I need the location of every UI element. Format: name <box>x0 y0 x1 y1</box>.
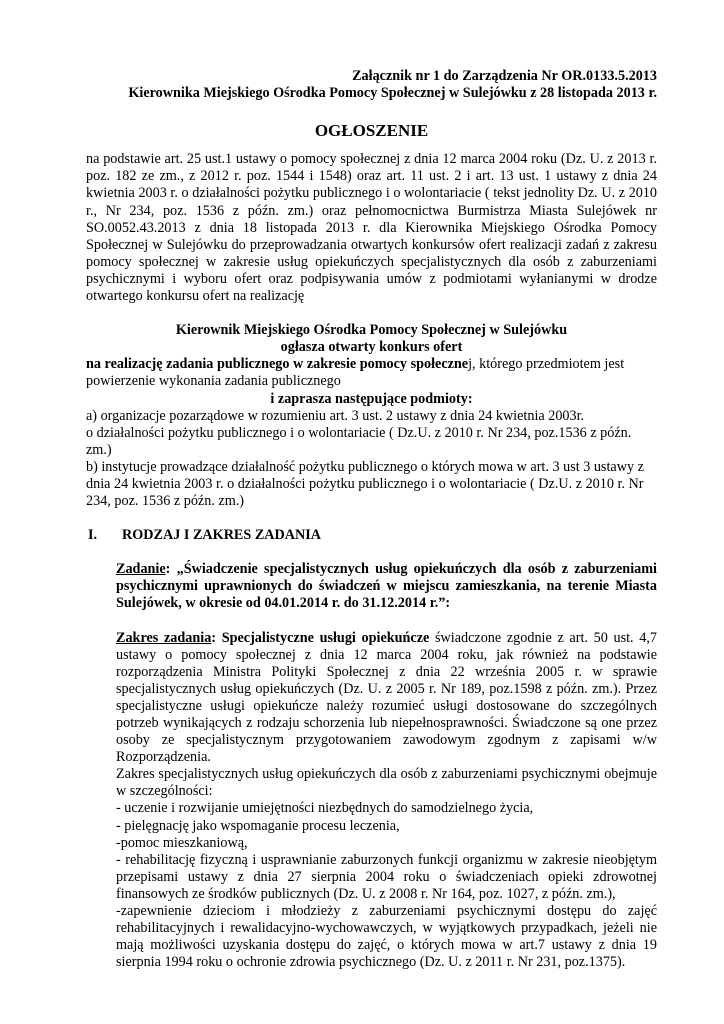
scope-paragraph <box>116 630 657 767</box>
task-realization-rest: j, którego przedmiotem jest <box>468 356 625 373</box>
scope-bold: : Specjalistyczne usługi opiekuńcze <box>211 629 430 646</box>
intro-paragraph: na podstawie art. 25 ust.1 ustawy o pomocy społecznej z dnia 12 marca 2004 roku (Dz. U. z 2013 r. poz. 182 ze zm., z 2012 r. poz. 1544 i 1548) oraz art. 11 ust. 2 i art. 13 ust. 1 ustawy z dnia 24 kwietnia 2003 r. o działalności pożytku publicznego i o wolontariacie ( tekst jednolity Dz. U. z 2010 r., Nr 234, poz. 1536 z późn. zm.) oraz pełnomocnictwa Burmistrza Miasta Sulejówek nr SO.0052.43.2013 z dnia 18 listopada 2013 r. dla Kierownika Miejskiego Ośrodka Pomocy Społecznej w Sulejówku do przeprowadzania otwartych konkursów ofert realizacji zadań z zakresu pomocy społecznej w zakresie usług opiekuńczych specjalistycznych dla osób z zaburzeniami psychicznymi i wyboru ofert oraz podpisywania umów z podmiotami wyłanianymi w drodze otwartego konkursu ofert na realizację <box>86 151 657 305</box>
task-text: : „Świadczenie specjalistycznych usług opiekuńczych dla osób z zaburzeniami psychicznymi uprawnionych do świadczeń w miejscu zamieszkania, na terenie Miasta Sulejówek, w okresie od 04.01.2014 r. do 31.12.2014 r.”: <box>116 561 657 612</box>
task-definition <box>116 561 657 612</box>
scope-item: - pielęgnację jako wspomaganie procesu leczenia, <box>116 817 400 834</box>
announce-contest-line: ogłasza otwarty konkurs ofert <box>280 339 463 356</box>
announcer-line: Kierownik Miejskiego Ośrodka Pomocy Społecznej w Sulejówku <box>175 322 568 339</box>
scope-item: -zapewnienie dzieciom i młodzieży z zaburzeniami psychicznymi dostępu do zajęć rehabilitacyjnych i rewalidacyjno-wychowawczych, w wyjątkowych przypadkach, jeżeli nie mają możliwości uzyskania dostępu do zajęć, o których mowa w art.7 ustawy z dnia 19 sierpnia 1994 roku o ochronie zdrowia psychicznego (Dz. U. z 2011 r. Nr 231, poz.1375). <box>116 903 657 971</box>
entity-a: a) organizacje pozarządowe w rozumieniu art. 3 ust. 2 ustawy z dnia 24 kwietnia 2003r. <box>86 407 585 424</box>
attachment-header-line2: Kierownika Miejskiego Ośrodka Pomocy Społecznej w Sulejówku z 28 listopada 2013 r. <box>128 85 657 102</box>
section-heading <box>88 527 657 544</box>
scope-label: Zakres zadania <box>116 629 212 646</box>
scope-intro: Zakres specjalistycznych usług opiekuńczych dla osób z zaburzeniami psychicznymi obejmuje w szczególności: <box>116 766 657 800</box>
task-realization-line <box>86 356 657 373</box>
scope-text: świadczone zgodnie z art. 50 ust. 4,7 ustawy o pomocy społecznej z dnia 12 marca 2004 roku, jak również na podstawie rozporządzenia Ministra Polityki Społecznej z dnia 22 września 2005 r. w sprawie specjalistycznych usług opiekuńczych (Dz. U. z 2005 r. Nr 189, poz.1598 z późn. zm.). Przez specjalistyczne usługi opiekuńcze należy rozumieć usługi dostosowane do szczególnych potrzeb wynikających z rodzaju schorzenia lub niepełnosprawności. Świadczone są one przez osoby ze specjalistycznym przygotowaniem zawodowym zgodnym z zapisami w/w Rozporządzenia. <box>116 629 657 766</box>
entity-b: b) instytucje prowadzące działalność pożytku publicznego o których mowa w art. 3 ust 3 ustawy z dnia 24 kwietnia 2003 r. o działalności pożytku publicznego i o wolontariacie ( Dz.U. z 2010 r. Nr 234, poz. 1536 z późn. zm.) <box>86 458 644 510</box>
scope-item: - uczenie i rozwijanie umiejętności niezbędnych do samodzielnego życia, <box>116 800 534 817</box>
entity-a-cont: o działalności pożytku publicznego i o wolontariacie ( Dz.U. z 2010 r. Nr 234, poz.1536 z późn. zm.) <box>86 424 632 458</box>
task-entrust-line: powierzenie wykonania zadania publicznego <box>86 373 341 390</box>
section-title: RODZAJ I ZAKRES ZADANIA <box>122 527 322 544</box>
page-title: OGŁOSZENIE <box>314 121 429 141</box>
scope-item: - rehabilitację fizyczną i usprawnianie zaburzonych funkcji organizmu w zakresie nieobjętym przepisami ustawy z dnia 27 sierpnia 2004 roku o świadczeniach opieki zdrowotnej finansowych ze środków publicznych (Dz. U. z 2008 r. Nr 164, poz. 1027, z późn. zm.), <box>116 851 657 902</box>
invite-line: i zaprasza następujące podmioty: <box>270 390 473 407</box>
task-realization-bold: na realizację zadania publicznego w zakresie pomocy społeczne <box>86 356 469 373</box>
scope-item: -pomoc mieszkaniową, <box>116 834 248 851</box>
section-number: I. <box>88 527 98 544</box>
document-page <box>86 68 657 971</box>
attachment-header-line1: Załącznik nr 1 do Zarządzenia Nr OR.0133.5.2013 <box>352 68 657 84</box>
task-label: Zadanie <box>116 561 166 578</box>
